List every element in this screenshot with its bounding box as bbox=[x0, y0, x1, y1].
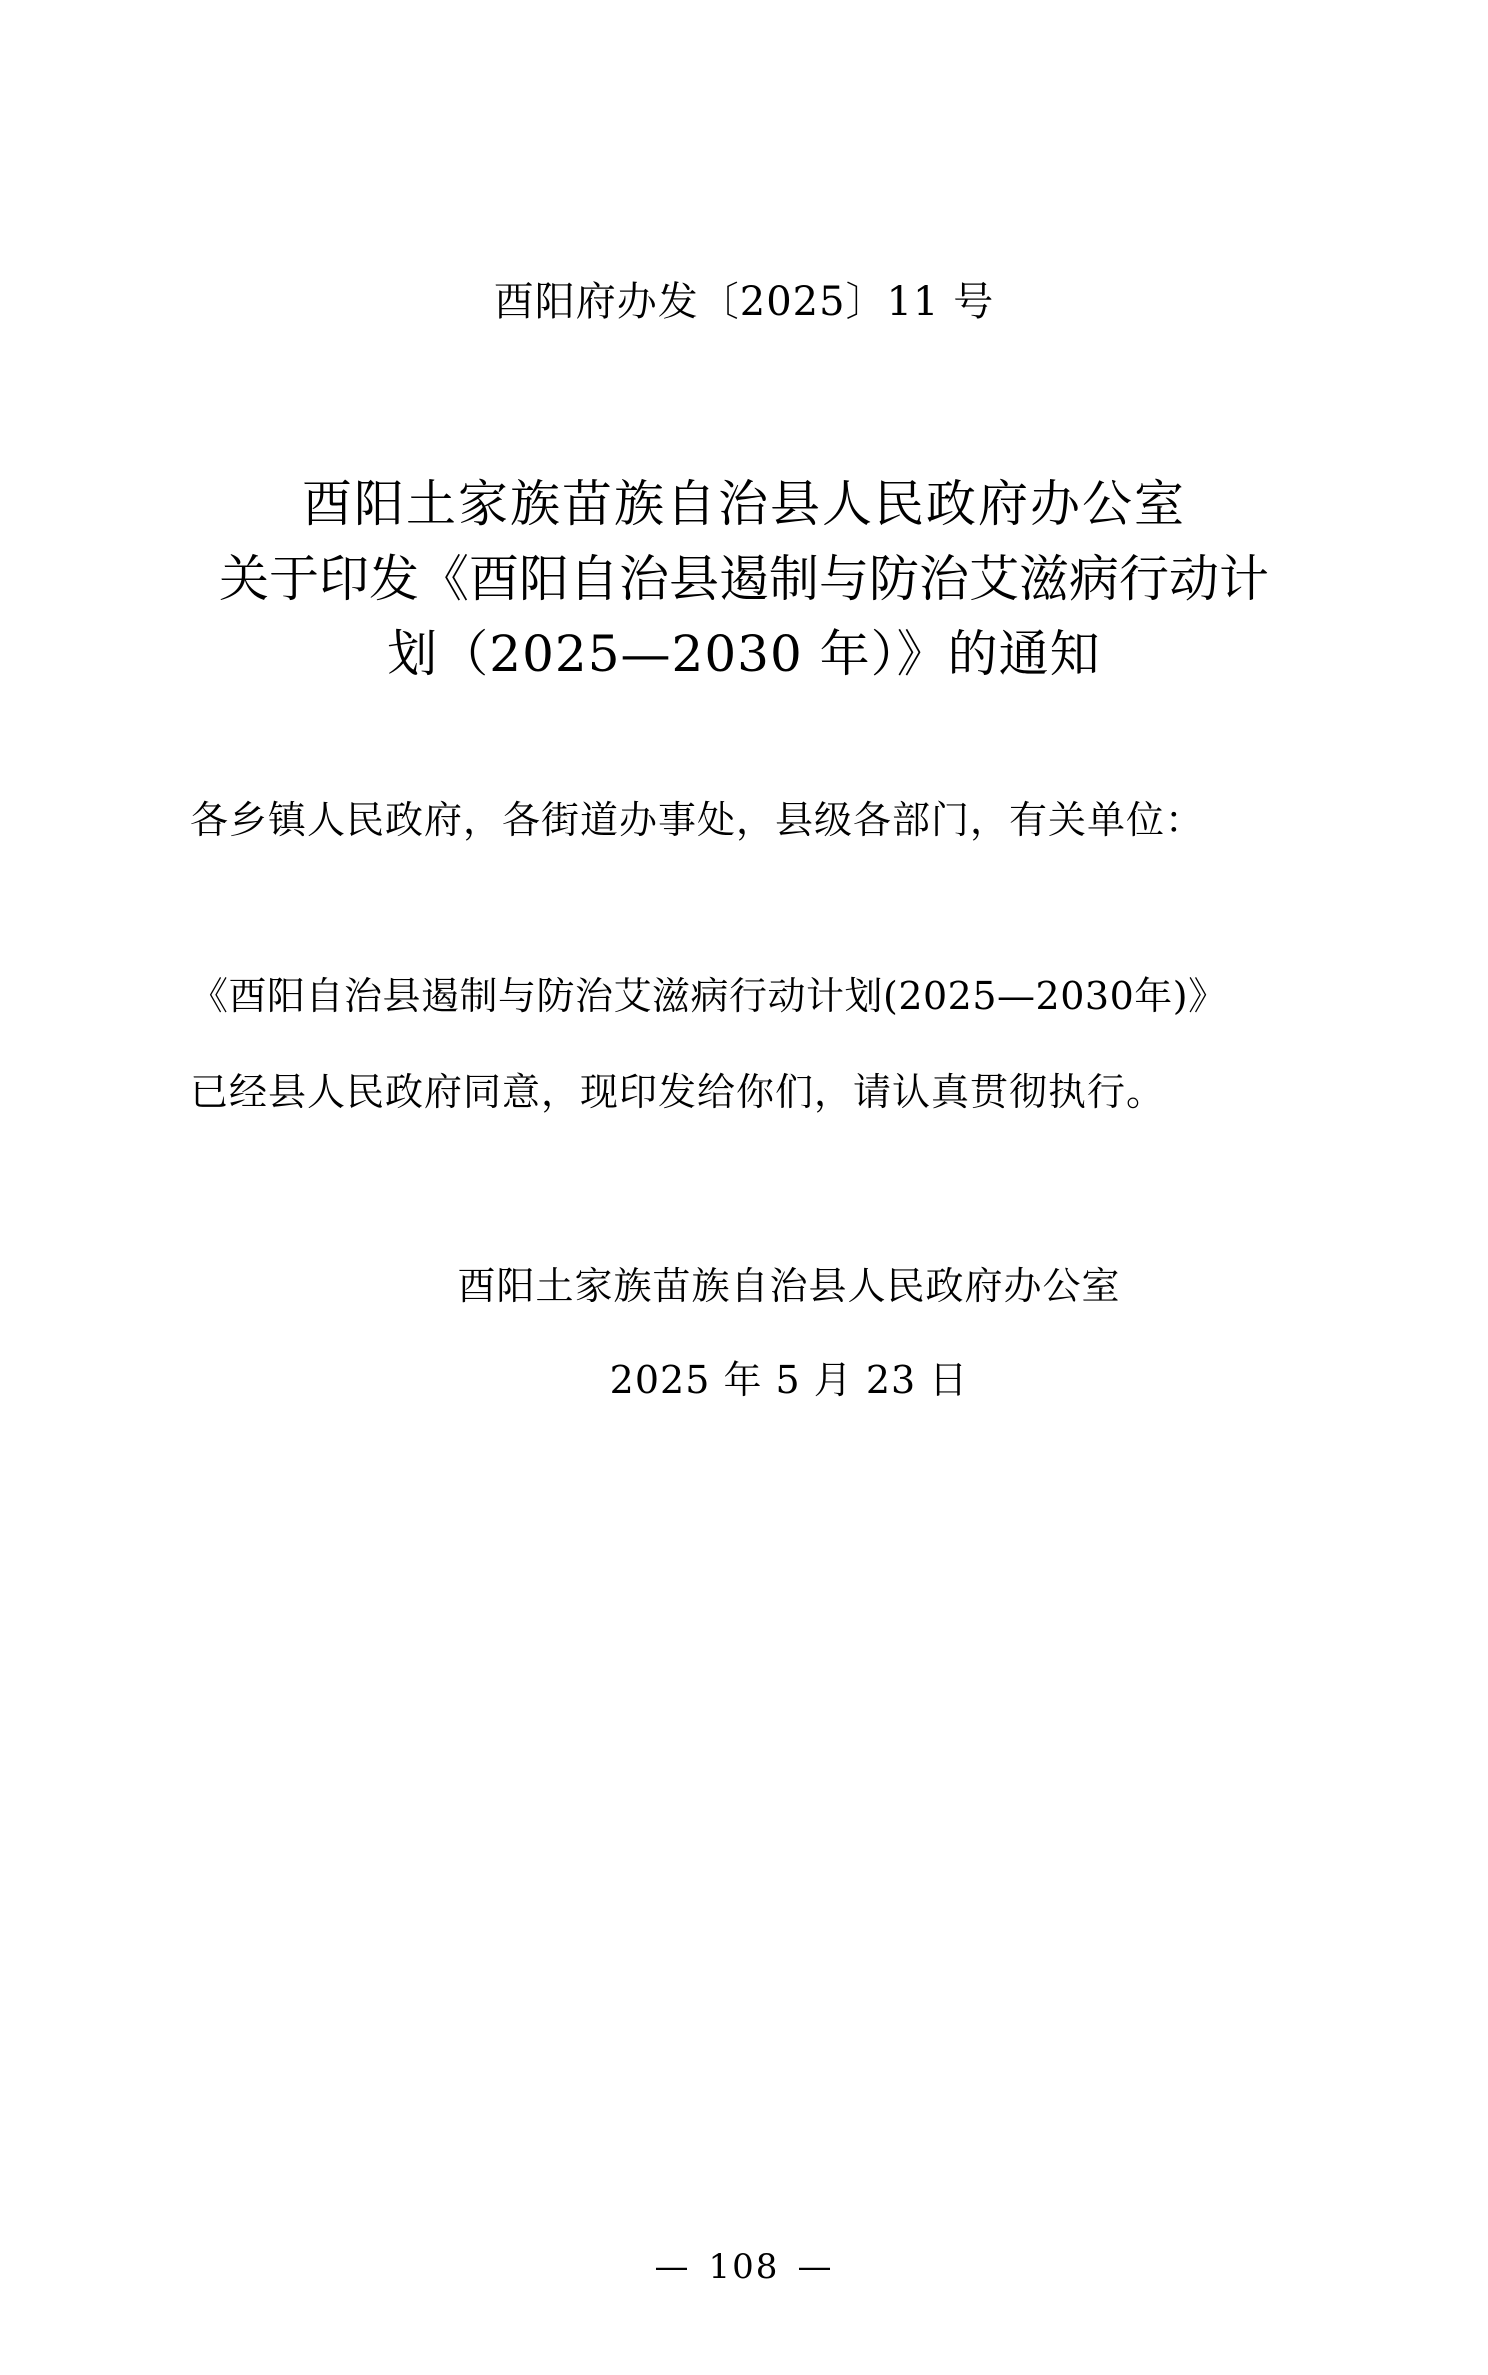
footer-right-dash: — bbox=[797, 2247, 834, 2287]
page-footer bbox=[0, 2247, 1488, 2287]
body-paragraph-1-text: 《酉阳自治县遏制与防治艾滋病行动计划(2025—2030年)》 bbox=[190, 973, 1227, 1018]
signature-block bbox=[190, 1247, 1298, 1421]
document-page bbox=[0, 270, 1488, 2375]
footer-page-number: 108 bbox=[708, 2247, 780, 2287]
document-number: 酉阳府办发〔2025〕11 号 bbox=[493, 279, 995, 325]
salutation: 各乡镇人民政府，各街道办事处，县级各部门，有关单位： bbox=[190, 798, 1205, 842]
body-paragraph-2: 已经县人民政府同意，现印发给你们，请认真贯彻执行。 bbox=[190, 1070, 1166, 1115]
signature-organization: 酉阳土家族苗族自治县人民政府办公室 bbox=[457, 1264, 1121, 1309]
footer-left-dash: — bbox=[654, 2247, 691, 2287]
body-paragraph-1 bbox=[190, 891, 1298, 1032]
title-line-2: 关于印发《酉阳自治县遏制与防治艾滋病行动计 bbox=[219, 550, 1269, 608]
title-line-3: 划（2025—2030 年）》的通知 bbox=[387, 625, 1101, 683]
signature-date: 2025 年 5 月 23 日 bbox=[609, 1358, 969, 1403]
document-title bbox=[190, 467, 1298, 692]
title-line-1: 酉阳土家族苗族自治县人民政府办公室 bbox=[302, 475, 1186, 533]
